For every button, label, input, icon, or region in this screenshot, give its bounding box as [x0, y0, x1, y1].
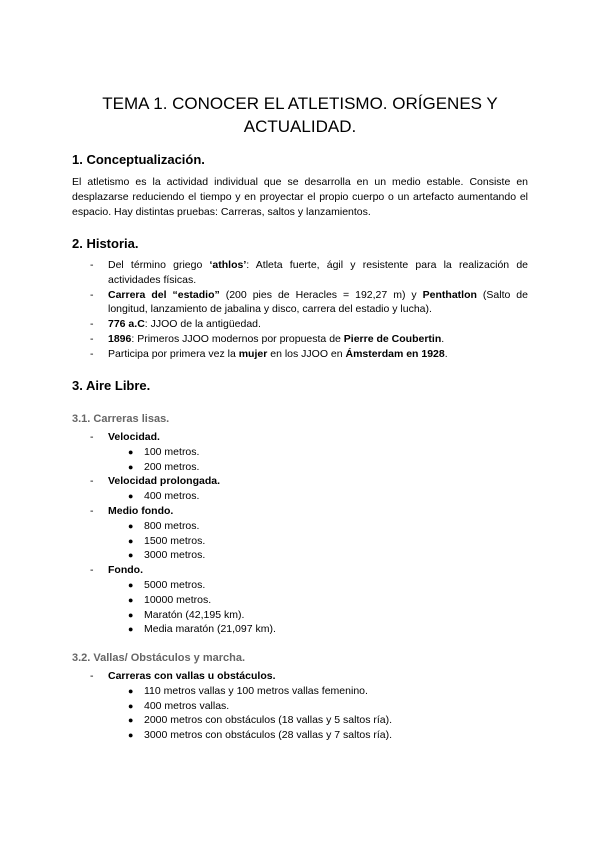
history-term: Ámsterdam en 1928	[345, 347, 445, 360]
dash-marker: -	[90, 332, 94, 345]
history-term: Pierre de Coubertin	[343, 332, 442, 345]
item-text: 110 metros vallas y 100 metros vallas femenino.	[144, 684, 368, 697]
category-label: Velocidad prolongada.	[108, 475, 221, 488]
category-label: Medio fondo.	[108, 504, 174, 517]
item-text: 100 metros.	[144, 445, 200, 458]
bullet-icon: ●	[128, 579, 134, 590]
section-2-heading: 2. Historia.	[72, 236, 139, 251]
list-item	[0, 684, 392, 699]
subsection-3-2-heading: 3.2. Vallas/ Obstáculos y marcha.	[72, 652, 246, 664]
bullet-icon: ●	[128, 685, 134, 696]
history-text: : Atleta fuerte, ágil y resistente para la realización de actividades físicas.	[108, 259, 528, 286]
vallas-list	[0, 669, 392, 743]
subsection-3-1-heading: 3.1. Carreras lisas.	[72, 413, 170, 425]
list-item	[0, 578, 276, 593]
list-item	[0, 445, 276, 460]
dash-marker: -	[90, 504, 94, 517]
category-label: Fondo.	[108, 564, 143, 577]
dash-marker: -	[90, 670, 94, 682]
history-text: Del término griego	[108, 259, 210, 271]
history-text: : Primeros JJOO modernos por propuesta de	[131, 332, 344, 345]
history-text: Participa por primera vez la	[108, 347, 239, 360]
bullet-icon: ●	[128, 550, 134, 561]
item-text: 2000 metros con obstáculos (18 vallas y 5 saltos ría).	[144, 714, 393, 727]
history-text: (Salto de longitud, lanzamiento de jabalina y disco, carrera del estadio y lucha).	[108, 288, 528, 316]
dash-marker: -	[90, 564, 94, 577]
list-item	[0, 728, 392, 743]
category-item	[0, 563, 276, 637]
list-item	[0, 460, 276, 475]
history-text: en los JJOO en	[267, 347, 346, 360]
category-item	[0, 430, 276, 474]
list-item	[0, 347, 528, 362]
history-term: ‘athlos’	[209, 259, 247, 271]
carreras-lisas-list	[0, 430, 276, 637]
list-item	[0, 332, 528, 347]
item-text: 1500 metros.	[144, 534, 206, 547]
bullet-icon: ●	[128, 730, 134, 741]
list-item	[0, 317, 528, 332]
section-1-paragraph: El atletismo es la actividad individual que se desarrolla en un medio estable. Consiste en desplazarse reduciendo el tiempo y en proyectar el propio cuerpo o un artefacto aumentando el espacio. Hay distintas pruebas: Carreras, saltos y lanzamientos.	[72, 176, 528, 218]
category-label: Carreras con vallas u obstáculos.	[108, 670, 276, 682]
bullet-icon: ●	[128, 491, 134, 502]
dash-marker: -	[90, 318, 94, 331]
history-term: Carrera del “estadio”	[108, 288, 220, 301]
item-text: 3000 metros con obstáculos (28 vallas y 7 saltos ría).	[144, 729, 393, 742]
category-item	[0, 474, 276, 504]
history-term: 776 a.C	[108, 318, 145, 331]
bullet-icon: ●	[128, 609, 134, 620]
list-item	[0, 713, 392, 728]
history-list	[0, 258, 528, 362]
section-1-heading: 1. Conceptualización.	[72, 152, 205, 167]
list-item	[0, 548, 276, 563]
bullet-icon: ●	[128, 520, 134, 531]
item-text: 5000 metros.	[144, 578, 206, 591]
history-text: : JJOO de la antigüedad.	[144, 318, 261, 331]
item-text: 400 metros vallas.	[144, 699, 230, 712]
list-item	[0, 489, 276, 504]
bullet-icon: ●	[128, 624, 134, 635]
page-title: TEMA 1. CONOCER EL ATLETISMO. ORÍGENES Y ACTUALIDAD.	[102, 94, 498, 136]
bullet-icon: ●	[128, 715, 134, 726]
dash-marker: -	[90, 259, 94, 271]
list-item	[0, 519, 276, 534]
history-text: (200 pies de Heracles = 192,27 m) y	[219, 288, 423, 301]
list-item	[0, 608, 276, 623]
bullet-icon: ●	[128, 594, 134, 605]
history-term: Penthatlon	[422, 288, 477, 301]
item-text: 10000 metros.	[144, 593, 212, 606]
history-text: .	[441, 332, 445, 345]
item-text: 400 metros.	[144, 490, 200, 503]
item-text: 800 metros.	[144, 519, 200, 532]
item-text: Media maratón (21,097 km).	[144, 623, 276, 636]
list-item	[0, 622, 276, 637]
bullet-icon: ●	[128, 535, 134, 546]
history-text: .	[444, 347, 448, 360]
bullet-icon: ●	[128, 700, 134, 711]
bullet-icon: ●	[128, 461, 134, 472]
history-term: 1896	[108, 332, 132, 345]
item-text: 3000 metros.	[144, 549, 206, 562]
item-text: 200 metros.	[144, 460, 200, 473]
category-label: Velocidad.	[108, 431, 160, 443]
category-item	[0, 504, 276, 563]
list-item	[0, 258, 528, 288]
section-3-heading: 3. Aire Libre.	[72, 378, 151, 393]
dash-marker: -	[90, 288, 94, 301]
dash-marker: -	[90, 347, 94, 360]
list-item	[0, 699, 392, 714]
category-item	[0, 669, 392, 743]
item-text: Maratón (42,195 km).	[144, 608, 245, 621]
bullet-icon: ●	[128, 446, 134, 457]
list-item	[0, 534, 276, 549]
history-term: mujer	[238, 347, 268, 360]
dash-marker: -	[90, 431, 94, 443]
list-item	[0, 593, 276, 608]
dash-marker: -	[90, 475, 94, 488]
list-item	[0, 288, 528, 318]
